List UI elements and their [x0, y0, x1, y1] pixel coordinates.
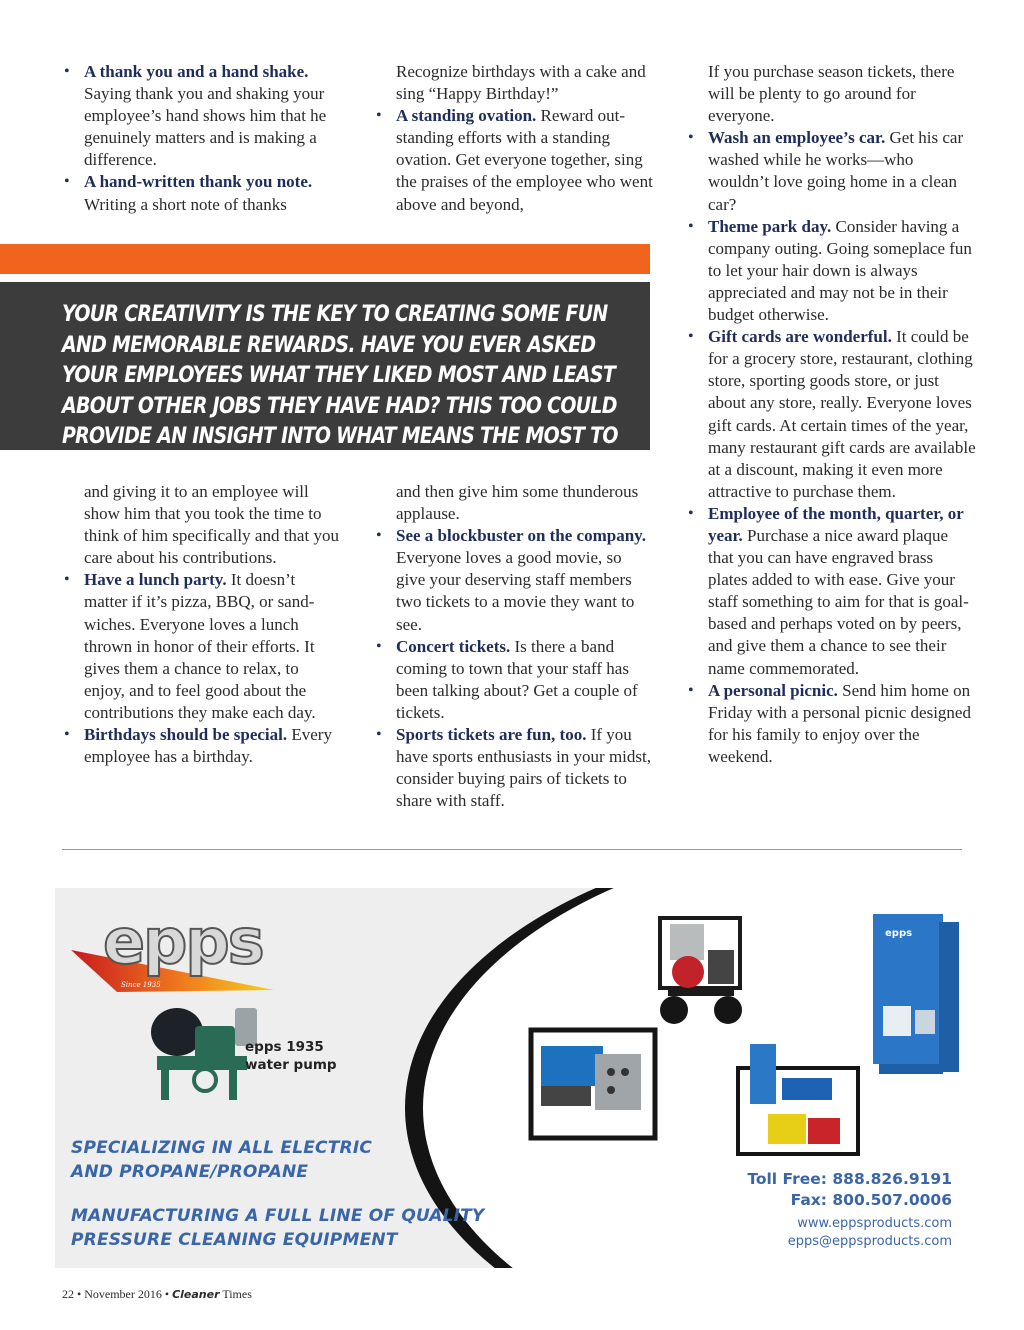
bullet-icon: • [376, 726, 382, 744]
cabinet-unit-icon [863, 910, 963, 1085]
list-item: • A thank you and a hand shake. Saying thank you and shaking your employee’s hand shows him that he genuinely matters and is making a difference. [64, 62, 327, 170]
cabinet-unit-image [863, 910, 963, 1085]
list-item: • See a blockbuster on the company. Everyone loves a good movie, so give your deserving staff members two tickets to a movie they want to see. [376, 526, 646, 634]
list-item: • Employee of the month, quarter, or year. Purchase a nice award plaque that you can have engraved brass plates added to with ease. Give your staff something to aim for that is goal-based and perhaps voted on by peers, and give them a chance to see their name commemorated. [688, 503, 969, 678]
list-item: • Gift cards are wonderful. It could be for a grocery store, restaurant, clothing store, sporting goods store, or just about any store, really. Everyone loves gift cards. At certain times of the year, many restaurant gift cards are available at a discount, making it even more attractive to purchase them. [688, 327, 976, 501]
list-item: • A standing ovation. Reward outstanding efforts with a standing ovation. Get everyone together, sing the praises of the employee who went above and beyond, [376, 106, 653, 214]
pressure-washer-icon [640, 910, 760, 1030]
epps-logo [69, 906, 299, 998]
ad-phone-block [747, 1169, 952, 1211]
pump-caption: epps 1935 water pump [245, 1039, 337, 1073]
column-2-top [374, 61, 654, 216]
bullet-icon: • [376, 107, 382, 125]
bullet-icon: • [64, 726, 70, 744]
hot-water-pressure-washer-image [640, 910, 760, 1030]
bullet-icon: • [64, 571, 70, 589]
logo-since: Since 1935 [121, 981, 161, 989]
bullet-icon: • [688, 217, 694, 235]
magazine-name: Times [222, 1287, 252, 1301]
bullet-icon: • [688, 328, 694, 346]
column-2-bottom [374, 481, 654, 812]
portable-washer-image [728, 1038, 868, 1163]
ad-manufacturing-text: MANUFACTURING A FULL LINE OF QUALITY PRESSURE CLEANING EQUIPMENT [71, 1206, 485, 1250]
list-item: • Wash an employee’s car. Get his car washed while he works—who wouldn’t love going home in a clean car? [688, 128, 964, 214]
portable-washer-icon [728, 1038, 868, 1163]
bullet-icon: • [64, 173, 70, 191]
bullet-icon: • [376, 527, 382, 545]
column-1-bottom [62, 481, 342, 768]
website-link[interactable]: www.eppsproducts.com [797, 1216, 952, 1231]
paragraph: and then give him some thunderous applause. [396, 482, 639, 524]
list-item: • Sports tickets are fun, too. If you have sports enthusiasts in your midst, consider buying pairs of tickets to share with staff. [376, 725, 651, 811]
list-item: • A personal picnic. Send him home on Friday with a personal picnic designed for his family to enjoy over the weekend. [688, 680, 971, 766]
page-footer: 22 • November 2016 • Cleaner Times [62, 1287, 252, 1301]
list-item: • Concert tickets. Is there a band coming to town that your staff has been talking about? Get a couple of tickets. [376, 636, 638, 722]
email-link[interactable]: epps@eppsproducts.com [787, 1234, 952, 1249]
unit-badge: epps [885, 928, 913, 939]
list-item: • Have a lunch party. It doesn’t matter if it’s pizza, BBQ, or sandwiches. Everyone loves a lunch thrown in honor of their efforts. It gives them a chance to relax, to enjoy, and to feel good about the contributions they make each day. [64, 570, 316, 722]
magazine-name-italic: Cleaner [172, 1288, 220, 1301]
paragraph: Recognize birthdays with a cake and sing “Happy Birthday!” [396, 62, 646, 104]
bullet-icon: • [376, 637, 382, 655]
column-3 [686, 61, 976, 768]
horizontal-divider [62, 849, 962, 850]
ad-specializing-text: SPECIALIZING IN ALL ELECTRIC AND PROPANE/PROPANE [71, 1138, 373, 1182]
electric-unit-icon [525, 1020, 660, 1148]
pullquote-text: YOUR CREATIVITY IS THE KEY TO CREATING SOME FUN AND MEMORABLE REWARDS. HAVE YOU EVER ASKED YOUR EMPLOYEES WHAT THEY LIKED MOST AND LEAST ABOUT OTHER JOBS THEY HAVE HAD? THIS TOO COULD PROVIDE AN INSIGHT INTO WHAT MEANS THE MOST TO THEM. [62, 302, 618, 480]
issue-date: November 2016 [84, 1287, 162, 1301]
electric-unit-image [525, 1020, 660, 1148]
bullet-icon: • [688, 681, 694, 699]
column-1-top [62, 61, 342, 216]
ad-web-block [788, 1215, 952, 1251]
list-item: • A hand-written thank you note. Writing a short note of thanks [64, 172, 313, 214]
paragraph: and giving it to an employee will show him that you took the time to think of him specifically and that you care about his contributions. [84, 482, 339, 568]
logo-wordmark: epps [103, 905, 263, 978]
paragraph: If you purchase season tickets, there will be plenty to go around for everyone. [708, 62, 955, 126]
toll-free-number[interactable]: Toll Free: 888.826.9191 [747, 1170, 952, 1188]
list-item: • Theme park day. Consider having a company outing. Going someplace fun to let your hair down is always appreciated and may not be in their budget otherwise. [688, 216, 972, 325]
bullet-icon: • [688, 129, 694, 147]
fax-number: Fax: 800.507.0006 [790, 1191, 952, 1209]
bullet-icon: • [64, 63, 70, 80]
orange-accent-band [0, 244, 650, 274]
page-number: 22 [62, 1287, 74, 1301]
list-item: • Birthdays should be special. Every employee has a birthday. [64, 725, 332, 767]
bullet-icon: • [688, 504, 694, 522]
epps-advertisement[interactable] [55, 888, 970, 1268]
